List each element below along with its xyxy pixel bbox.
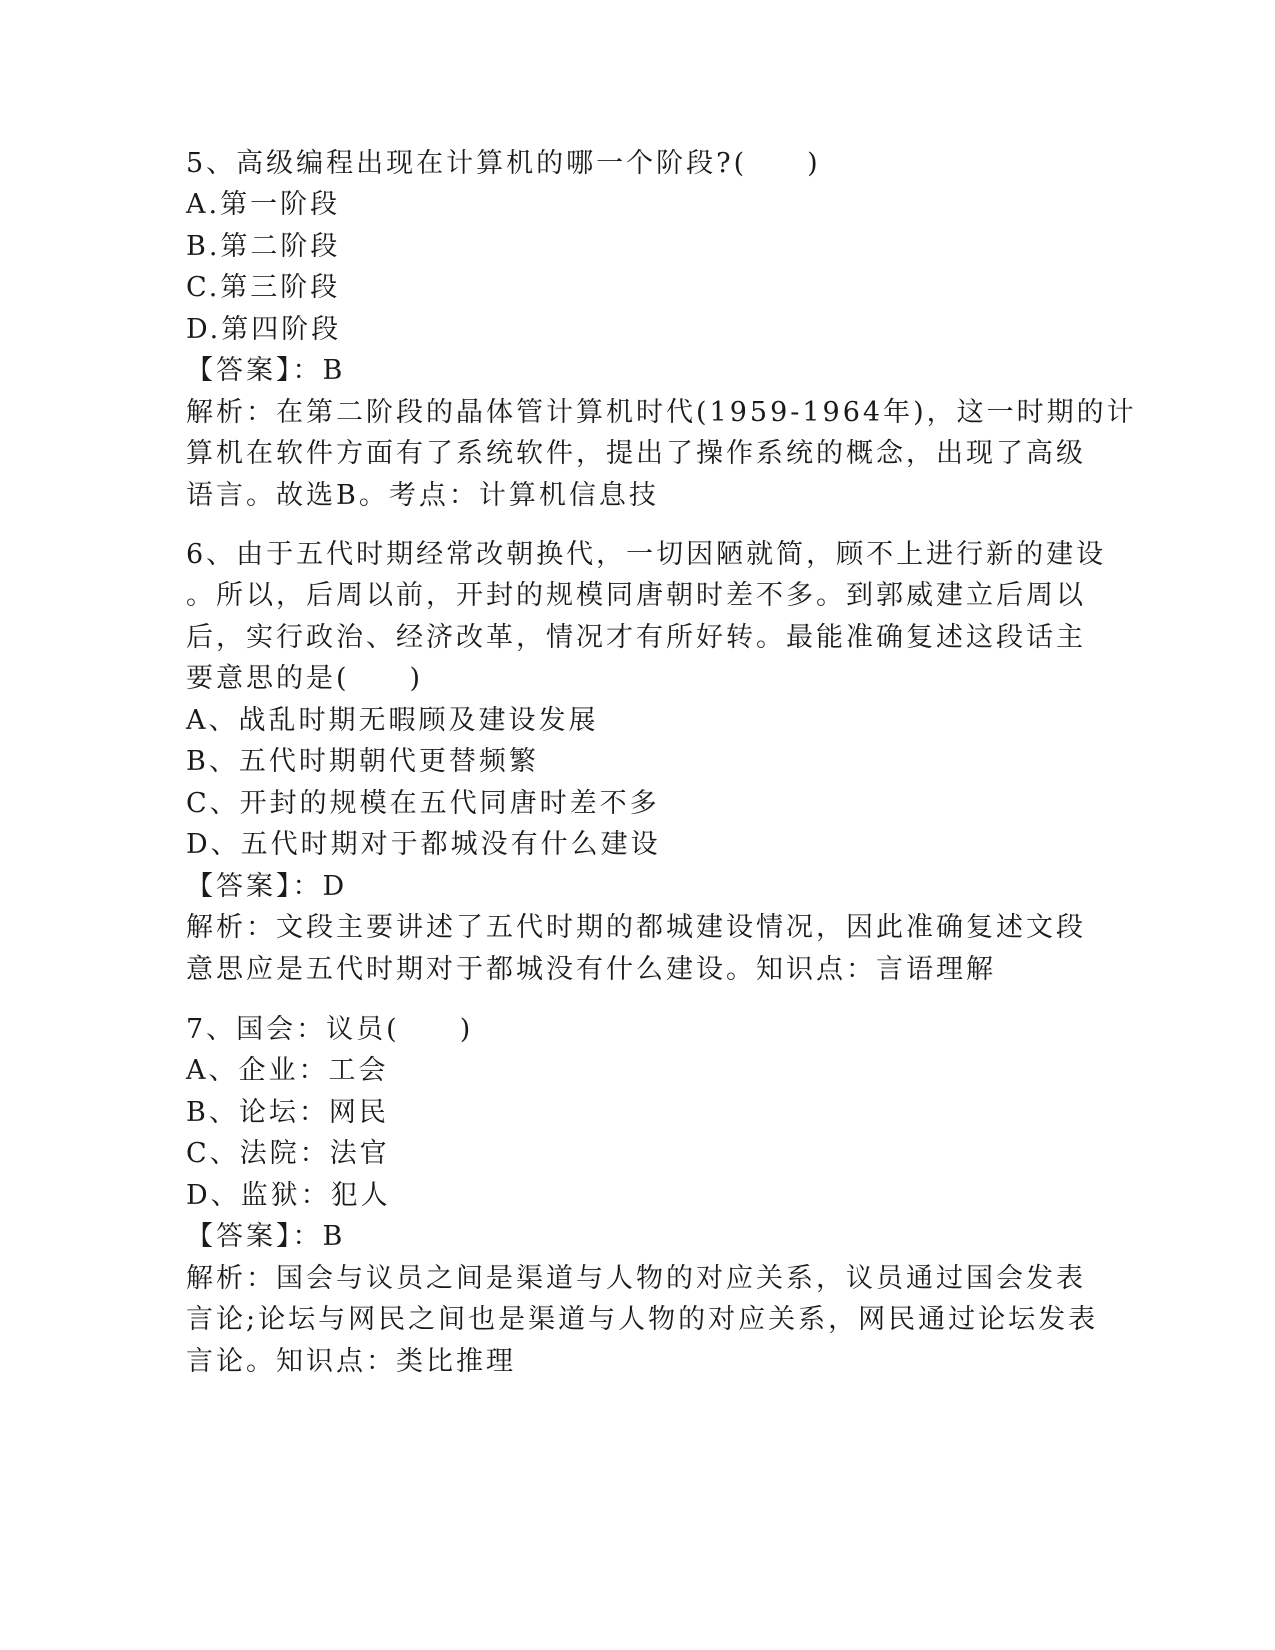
q7-question: 7、国会：议员( ) (186, 1014, 474, 1045)
q5-answer: 【答案】：B (186, 355, 346, 386)
q5-option-b: B.第二阶段 (186, 231, 341, 262)
q5-analysis-line: 语言。故选B。考点：计算机信息技 (186, 480, 659, 511)
q6-question-line: 要意思的是( ) (186, 663, 424, 694)
q6-question-line: 6、由于五代时期经常改朝换代，一切因陋就简，顾不上进行新的建设 (186, 539, 1107, 570)
q7-analysis-line: 言论。知识点：类比推理 (186, 1346, 516, 1377)
q7-option-a: A、企业：工会 (186, 1055, 389, 1086)
q5-option-c: C.第三阶段 (186, 272, 341, 303)
q5-option-d: D.第四阶段 (186, 314, 342, 345)
q6-analysis-line: 解析：文段主要讲述了五代时期的都城建设情况，因此准确复述文段 (186, 912, 1086, 943)
q6-analysis-line: 意思应是五代时期对于都城没有什么建设。知识点：言语理解 (186, 954, 996, 985)
q6-option-c: C、开封的规模在五代同唐时差不多 (186, 788, 660, 819)
q5-question: 5、高级编程出现在计算机的哪一个阶段?( ) (186, 148, 821, 179)
q7-option-b: B、论坛：网民 (186, 1097, 389, 1128)
q5-analysis-line: 解析：在第二阶段的晶体管计算机时代(1959-1964年)，这一时期的计 (186, 397, 1137, 428)
q5-analysis-line: 算机在软件方面有了系统软件，提出了操作系统的概念，出现了高级 (186, 438, 1086, 469)
q7-option-c: C、法院：法官 (186, 1138, 390, 1169)
q6-question-line: 。所以，后周以前，开封的规模同唐朝时差不多。到郭威建立后周以 (186, 580, 1086, 611)
q7-analysis-line: 解析：国会与议员之间是渠道与人物的对应关系，议员通过国会发表 (186, 1263, 1086, 1294)
q6-question-line: 后，实行政治、经济改革，情况才有所好转。最能准确复述这段话主 (186, 622, 1086, 653)
q6-option-b: B、五代时期朝代更替频繁 (186, 746, 539, 777)
q7-analysis-line: 言论;论坛与网民之间也是渠道与人物的对应关系，网民通过论坛发表 (186, 1304, 1099, 1335)
q7-answer: 【答案】：B (186, 1221, 346, 1252)
q6-option-d: D、五代时期对于都城没有什么建设 (186, 829, 661, 860)
q6-option-a: A、战乱时期无暇顾及建设发展 (186, 705, 599, 736)
q7-option-d: D、监狱：犯人 (186, 1180, 391, 1211)
q5-option-a: A.第一阶段 (186, 189, 341, 220)
q6-answer: 【答案】：D (186, 871, 348, 902)
